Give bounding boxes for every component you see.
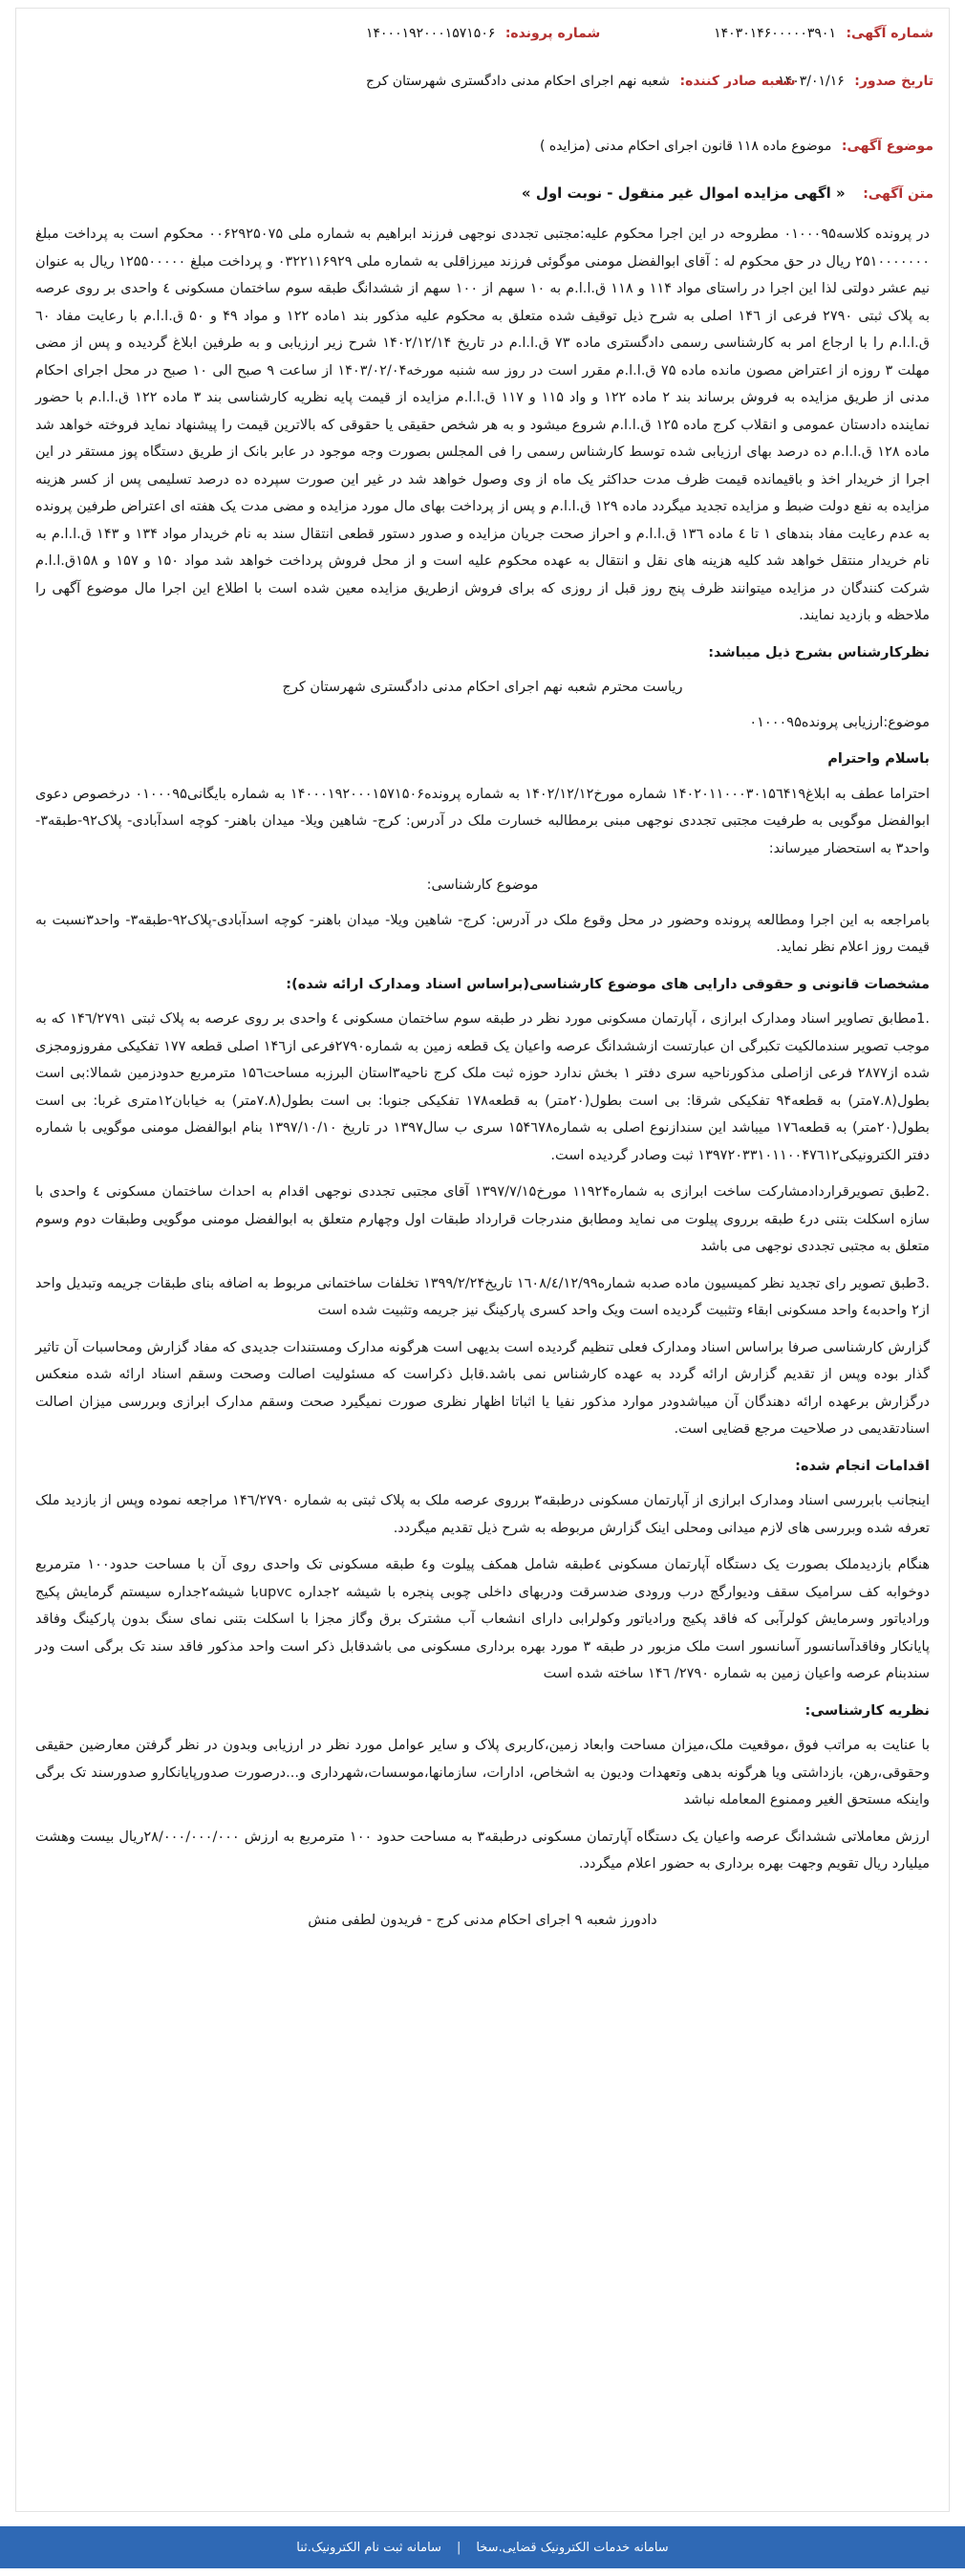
case-number-value: ۱۴۰۰۰۱۹۲۰۰۰۱۵۷۱۵۰۶: [366, 26, 496, 41]
paragraph-expert-subject-title: موضوع کارشناسی:: [426, 877, 539, 893]
issuer-value: شعبه نهم اجرای احکام مدنی دادگستری شهرستان کرج: [366, 74, 671, 89]
paragraph-actions-title: اقدامات انجام شده:: [795, 1458, 930, 1474]
paragraph-spec-3: .3طبق تصویر رای تجدید نظر کمیسیون ماده صدبه شماره۱٦۰۸/٤/۱۲/۹۹ تاریخ۱۳۹۹/۲/۲۴ تخلفات ساختمانی مربوط به اضافه بنای طبقات جریمه وتبدیل واحد از۲ واحدبه٤ واحد مسکونی ابقاء وتثبیت گردیده است ویک واحد کسری پارکینگ نیز جریمه وتثبیت شده است: [35, 1275, 930, 1318]
paragraph-addressee: ریاست محترم شعبه نهم اجرای احکام مدنی دادگستری شهرستان کرج: [282, 680, 683, 695]
paragraph-legal-specs-title: مشخصات قانونی و حقوقی دارایی های موضوع کارشناسی(براساس اسناد ومدارک ارائه شده):: [286, 976, 930, 992]
footer-separator: |: [456, 2540, 461, 2555]
issuer-label: شعبه صادر کننده:: [679, 74, 796, 89]
paragraph-inspection: هنگام بازدیدملک بصورت یک دستگاه آپارتمان مسکونی ٤طبقه شامل همکف پیلوت و٤ طبقه مسکونی تک واحدی روی آن با مساحت حدود۱۰۰ مترمربع دوخوابه کف سرامیک سقف ودیوارگچ درب ورودی ضدسرقت ودربهای داخلی چوبی پنجره با شیشه ۲جداره upvcبا شیشه۲جداره سیستم گرمایش پکیج ورادیاتور وسرمایش کولرآبی که فاقد پکیج ورادیاتور وکولرابی دارای انشعاب آب مشترک برق وگاز مجزا با اسکلت بتنی نمای سنگ بدون پارکینگ وفاقد پایانکار وفاقدآسانسور آسانسور است ملک مزبور در طبقه ۳ مورد بهره برداری مسکونی می باشدقابل ذکر است واحد مذکور فاقد سند تک برگی است ودر سندبنام عرصه واعیان زمین به شماره ۲۷۹۰/ ۱۴٦ ساخته شده است: [35, 1557, 931, 1681]
notice-text-row: [32, 184, 933, 202]
paragraph-actions: اینجانب بابررسی اسناد ومدارک ابرازی از آپارتمان مسکونی درطبقه۳ برروی عرصه ملک به پلاک ثبتی به شماره ۱۴٦/۲۷۹۰ مراجعه نموده وپس از بازدید ملک تعرفه شده وبررسی های لازم میدانی ومحلی اینک گزارش مربوطه به شرح ذیل تقدیم میگردد.: [35, 1493, 930, 1536]
footer-bar: [0, 2526, 965, 2568]
paragraph-disclaimer: گزارش کارشناسی صرفا براساس اسناد ومدارک فعلی تنظیم گردیده است بدیهی است هرگونه مدارک ومستندات جدیدی که مفاد گزارش ومحاسبات آن تاثیر گذار بوده وپس از تقدیم گزارش ارائه گردد به عهده کارشناس نمی باشد.قابل ذکراست که مسئولیت اصالت وصحت وسقم اسناد ارائه شده منعکس درگزارش برعهده ارائه دهندگان آن میباشدودر موارد مذکور نفیا یا اثباتا اظهار نظری صورت نمیگیرد صحت وسقم مدارک ابرازی وبررسی میزان اصالت اسنادتقدیمی در صلاحیت مرجع قضایی است.: [35, 1339, 930, 1437]
issue-date: [778, 74, 933, 89]
notice-document: [15, 8, 950, 2512]
issuer: [366, 74, 796, 89]
notice-text-label: متن آگهی:: [863, 186, 933, 202]
paragraph-expert-subject: بامراجعه به این اجرا ومطالعه پرونده وحضور در محل وقوع ملک در آدرس: کرج- شاهین ویلا- میدان باهنر- کوچه اسدآبادی-پلاک۹۲-طبقه۳- واحد۳نسبت به قیمت روز اعلام نظر نماید.: [35, 912, 930, 955]
paragraph-reference: احتراما عطف به ابلاغ۱۴۰۲۰۱۱۰۰۰۳۰۱۵٦۴۱۹ شماره مورخ۱۴۰۲/۱۲/۱۲ به شماره پرونده۱۴۰۰۰۱۹۲۰۰۰۱۵۷۱۵۰۶ به شماره بایگانی۰۱۰۰۰۹۵ درخصوص دعوی ابوالفضل موگویی به طرفیت مجتبی تجددی نوجهی مبنی برمطالبه خسارت ملک در آدرس: کرج- شاهین ویلا- میدان باهنر- کوچه اسدآبادی- پلاک۹۲-طبقه۳- واحد۳ به استحضار میرساند:: [35, 786, 931, 856]
paragraph-greeting: باسلام واحترام: [827, 751, 930, 767]
ad-number-label: شماره آگهی:: [846, 26, 933, 41]
issue-date-label: تاریخ صدور:: [854, 74, 933, 89]
subject-label: موضوع آگهی:: [841, 139, 933, 154]
notice-title: « اگهی مزایده اموال غیر منقول - نوبت اول »: [521, 184, 846, 202]
signature: دادورز شعبه ۹ اجرای احکام مدنی کرج - فریدون لطفی منش: [308, 1912, 657, 1928]
paragraph-auction-terms: در پرونده کلاسه۰۱۰۰۰۹۵ مطروحه در این اجرا محکوم علیه:مجتبی تجددی نوجهی فرزند ابراهیم به شماره ملی ۰۰۶۲۹۲۵۰۷۵ محکوم است به پرداخت مبلغ ۲۵۱۰۰۰۰۰۰۰ ریال در حق محکوم له : آقای ابوالفضل مومنی موگوئی فرزند میرزاقلی به شماره ملی ۰۳۲۲۱۱۶۹۲۹ و پرداخت مبلغ ۱۲۵۵۰۰۰۰۰ ریال به عنوان نیم عشر دولتی لذا این اجرا در راستای مواد ۱۱۴ و ۱۱۸ ق.ا.ا.م به ۱۰ سهم از ۱۰۰ سهم از ششدانگ طبقه سوم ساختمان مسکونی ٤ واحدی بر روی عرصه به پلاک ثبتی ۲۷۹۰ فرعی از ۱۴٦ اصلی به شرح ذیل توقیف شده متعلق به محکوم علیه مذکور بند ۱ماده ۱۲۲ و مواد ۴۹ و ۵۰ ق.ا.ا.م با رعایت مفاد ٦۰ ق.ا.ا.م را با ارجاع امر به کارشناسی رسمی دادگستری ماده ۷۳ ق.ا.ا.م در تاریخ ۱۴۰۲/۱۲/۱۴ شرح زیر ارزیابی و به طرفین ابلاغ گردیده و پس از مضی مهلت ۳ روزه از اعتراض مصون مانده ماده ۷۵ ق.ا.ا.م مقرر است در روز سه شنبه مورخه۱۴۰۳/۰۲/۰۴ از ساعت ۹ صبح الی ۱۰ صبح در محل اجرای احکام مدنی از طریق مزایده به فروش برساند بند ۲ ماده ۱۲۲ و واد ۱۱۵ و ۱۱۷ ق.ا.ا.م مزایده از قیمت پایه نظریه کارشناسی بند ۳ ماده ۱۲۲ ق.ا.ا.م با حضور نماینده دادستان عمومی و انقلاب کرج ماده ۱۲۵ ق.ا.ا.م شروع میشود و به هر شخص حقیقی یا حقوقی که بالاترین قیمت را پیشنهاد نماید فروخته خواهد شد ماده ۱۲۸ ق.ا.ا.م ده درصد بهای ارزیابی شده توسط کارشناس رسمی را فی المجلس بصورت وجه موجود در عابر بانک از طریق دستگاه پوز مستقر در این اجرا از خریدار اخذ و باقیمانده قیمت ظرف مدت حداکثر یک ماه از وی وصول خواهد شد در غیر این صورت سپرده ده درصد تسلیمی پس از کسر هزینه مزایده به نفع دولت ضبط و مزایده تجدید میگردد ماده ۱۲۹ ق.ا.ا.م و پس از پرداخت بهای مال مورد مزایده و مضی مدت یک هفته ای اعتراض طرفین پرونده به عدم رعایت مفاد بندهای ۱ تا ٤ ماده ۱۳٦ ق.ا.ا.م و احراز صحت جریان مزایده و صدور دستور قطعی انتقال سند به نام خریدار مواد ۱۳۴ و ۱۴۳ ق.ا.ا.م به نام خریدار منتقل خواهد شد کلیه هزینه های نقل و انتقال به عهده محکوم علیه است و از محل فروش پرداخت خواهد شد مواد ۱۵۰ و ۱۵۷ و ۱۵۸ق.ا.ا.م شرکت کنندگان در مزایده میتوانند ظرف پنج روز قبل از روزی که برای فروش ازطریق مزایده معین شده است با اطلاع این اجرا مال موضوع آگهی را ملاحظه و بازدید نمایند.: [35, 227, 931, 623]
case-number-label: شماره پرونده:: [504, 26, 601, 41]
paragraph-spec-2: .2طبق تصویرقراردادمشارکت ساخت ابرازی به شماره۱۱۹۲۴ مورخ۱۳۹۷/۷/۱۵ آقای مجتبی تجددی نوجهی اقدام به احداث ساختمان مسکونی ٤ واحدی با سازه اسکلت بتنی در٤ طبقه برروی پیلوت می نماید ومطابق مندرجات قرارداد طبقات اول وچهارم متعلق به ابوالفضل مومنی موگویی وطبقات دوم وسوم متعلق به مجتبی تجددی نوجهی می باشد: [35, 1184, 930, 1254]
subject-row: [32, 139, 933, 154]
paragraph-expert-opinion-intro: نظرکارشناس بشرح ذیل میباشد:: [708, 644, 930, 660]
ad-number-value: ۱۴۰۳۰۱۴۶۰۰۰۰۰۳۹۰۱: [714, 26, 836, 41]
issue-date-value: ۱۴۰۳/۰۱/۱۶: [778, 74, 845, 89]
subject-value: موضوع ماده ۱۱۸ قانون اجرای احکام مدنی (مزایده ): [539, 139, 832, 154]
paragraph-valuation: ارزش معاملاتی ششدانگ عرصه واعیان یک دستگاه آپارتمان مسکونی درطبقه۳ به مساحت حدود ۱۰۰ مترمربع به ارزش ۲۸/۰۰۰/۰۰۰/۰۰۰ریال بیست وهشت میلیارد ریال تقویم وجهت بهره برداری به حضور اعلام میگردد.: [35, 1829, 930, 1872]
notice-body: [35, 221, 930, 1943]
footer-link-sana[interactable]: سامانه ثبت نام الکترونیک.ثنا: [296, 2540, 441, 2555]
paragraph-subject: موضوع:ارزیابی پرونده۰۱۰۰۰۹۵: [749, 714, 930, 730]
ad-number: [714, 26, 933, 41]
paragraph-opinion: با عنایت به مراتب فوق ،موقعیت ملک،میزان مساحت وابعاد زمین،کاربری پلاک و سایر عوامل مورد نظر در ارزیابی وبدون در نظر گرفتن معارضین حقیقی وحقوقی،رهن، بازداشتی ویا هرگونه بدهی وتعهدات ودیون به اشخاص، ادارات، سازمانها،موسسات،شهرداری و...درصورت صدورپایانکارو صدورسند تک برگی واینکه مستحق الغیر وممنوع المعامله نباشد: [35, 1738, 930, 1808]
case-number: [366, 26, 600, 41]
paragraph-opinion-title: نظریه کارشناسی:: [804, 1702, 930, 1719]
footer-link-sakha[interactable]: سامانه خدمات الکترونیک قضایی.سخا: [476, 2540, 669, 2555]
paragraph-spec-1: .1مطابق تصاویر اسناد ومدارک ابرازی ، آپارتمان مسکونی مورد نظر در طبقه سوم ساختمان مسکونی ٤ واحدی بر روی عرصه به پلاک ثبتی ۱۴٦/۲۷۹۱ که به موجب تصویر سندمالکیت تکبرگی ان عبارتست ازششدانگ عرصه واعیان یک قطعه زمین به شماره۲۷۹۰فرعی از۱۴٦ اصلی قطعه ۱۷۷ تفکیکی مفروزومجزی شده از۲۸۷۷ فرعی ازاصلی مذکورناحیه سری دفتر ۱ بخش ندارد حوزه ثبت ملک کرج ناحیه۳استان البرزبه مساحت۱۵٦ مترمربع حدودزمین شمالا:بی است بطول(۷.۸متر) به قطعه۹۴ تفکیکی شرقا: بی است بطول(۲۰متر) به قطعه۱۷۸ تفکیکی جنوبا: بی است بطول(۷.۸متر) به خیابان۱۲متری غربا: بی است بطول(۲۰متر) به قطعه۱۷٦ میباشد این سندازنوع اصلی به شماره۱۵۴٦۷۸ سری ب سال۱۳۹۷ در تاریخ ۱۳۹۷/۱۰/۱۰ بنام ابوالفضل مومنی موگویی با شماره دفتر الکترونیکی۱۳۹۷۲۰۳۳۱۰۱۱۰۰۴۷٦۱۲ ثبت وصادر گردیده است.: [35, 1011, 931, 1163]
